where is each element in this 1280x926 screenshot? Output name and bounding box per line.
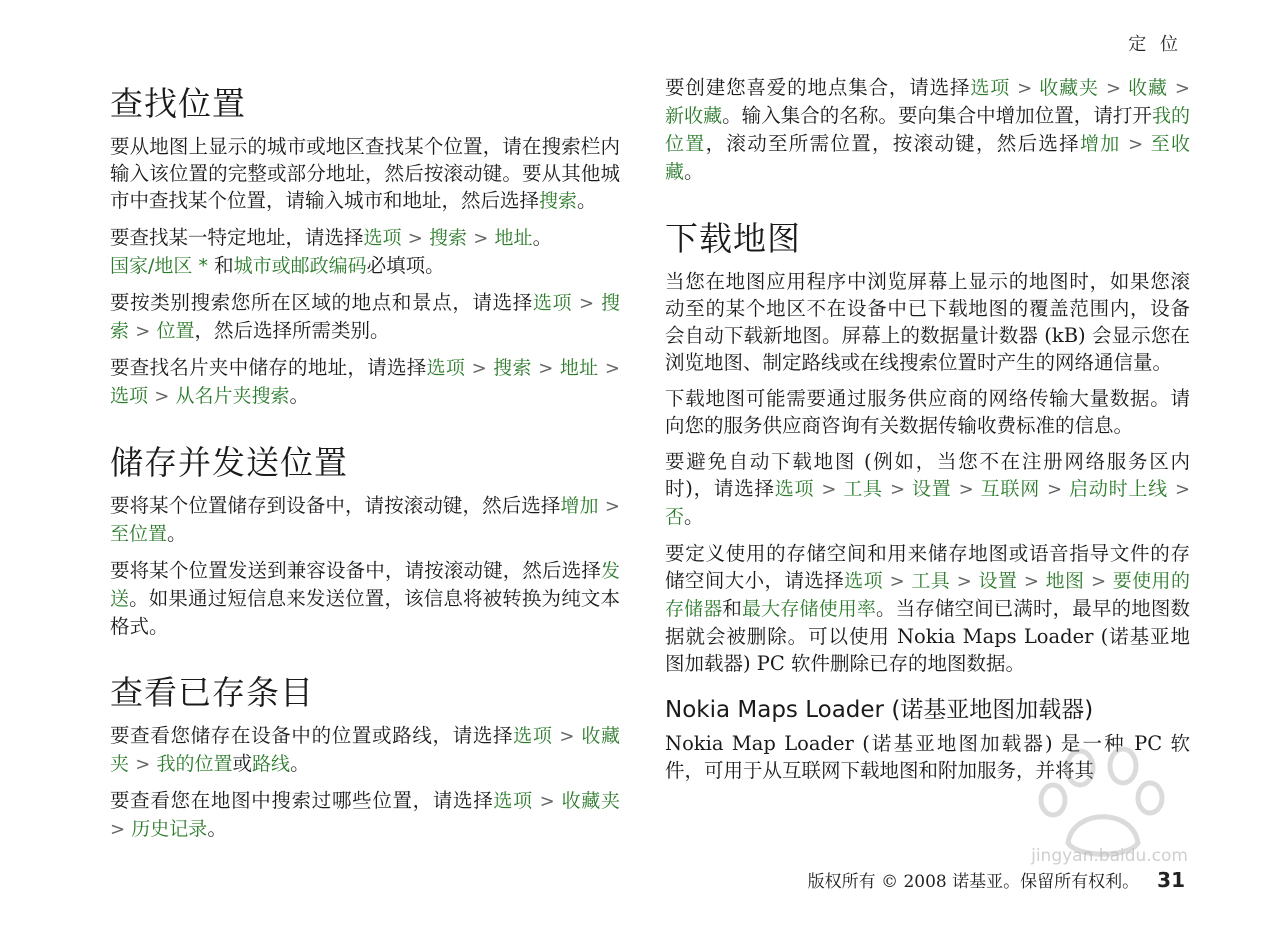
paragraph-find-3: 要按类别搜索您所在区域的地点和景点，请选择选项 > 搜索 > 位置，然后选择所需类别。 <box>110 291 620 342</box>
menu-item-search: 搜索 <box>539 190 578 212</box>
paragraph-save-1: 要将某个位置储存到设备中，请按滚动键，然后选择增加 > 至位置。 <box>110 494 620 545</box>
paragraph-view-1: 要查看您储存在设备中的位置或路线，请选择选项 > 收藏夹 > 我的位置或路线。 <box>110 724 620 775</box>
menu-item-options: 选项 <box>532 292 573 314</box>
paragraph-download-3: 要避免自动下载地图 (例如，当您不在注册网络服务区内时)，请选择选项 > 工具 > 设置 > 互联网 > 启动时上线 > 否。 <box>665 450 1191 528</box>
menu-item-favourites: 收藏夹 <box>1039 77 1099 99</box>
menu-item-options: 选项 <box>844 570 883 592</box>
menu-item-options: 选项 <box>970 77 1011 99</box>
paragraph-find-1: 要从地图上显示的城市或地区查找某个位置，请在搜索栏内输入该位置的完整或部分地址，然后按滚动键。要从其他城市中查找某个位置，请输入城市和地址，然后选择搜索。 <box>110 135 620 212</box>
section-title-save: 储存并发送位置 <box>110 443 348 482</box>
menu-item-search: 搜索 <box>493 357 532 379</box>
page-footer <box>808 867 1185 892</box>
menu-item-options: 选项 <box>110 385 149 407</box>
menu-item-settings: 设置 <box>978 570 1018 592</box>
copyright-notice: 版权所有 © 2008 诺基亚。保留所有权利。 <box>807 872 1140 892</box>
menu-item-options: 选项 <box>363 227 402 249</box>
menu-item-tools: 工具 <box>843 478 883 500</box>
field-city-postcode: 城市或邮政编码 <box>233 255 367 277</box>
menu-item-history: 历史记录 <box>131 818 208 840</box>
paragraph-view-2: 要查看您在地图中搜索过哪些位置，请选择选项 > 收藏夹 > 历史记录。 <box>110 789 620 840</box>
right-column <box>665 74 1190 793</box>
field-country-region: 国家/地区 * <box>110 255 208 277</box>
menu-item-go-online-at-start: 启动时上线 <box>1069 478 1168 500</box>
menu-item-routes: 路线 <box>252 753 291 775</box>
page-header-label: 定 位 <box>1128 34 1182 55</box>
left-column <box>110 72 620 852</box>
paragraph-download-2: 下载地图可能需要通过服务供应商的网络传输大量数据。请向您的服务供应商咨询有关数据传输收费标准的信息。 <box>665 387 1190 437</box>
watermark-text: jingyan.baidu.com <box>1031 846 1188 866</box>
menu-item-settings: 设置 <box>912 478 952 500</box>
paragraph-save-2: 要将某个位置发送到兼容设备中，请按滚动键，然后选择发送。如果通过短信息来发送位置，该信息将被转换为纯文本格式。 <box>110 559 620 638</box>
menu-item-my-places: 我的位置 <box>156 753 233 775</box>
menu-item-collections: 收藏 <box>1128 77 1168 99</box>
menu-item-max-memory-usage: 最大存储使用率 <box>742 598 876 620</box>
menu-item-address: 地址 <box>494 227 533 249</box>
menu-item-places: 位置 <box>156 320 195 342</box>
menu-item-internet: 互联网 <box>980 478 1040 500</box>
menu-item-search-contacts: 从名片夹搜索 <box>175 385 290 407</box>
paragraph-download-1: 当您在地图应用程序中浏览屏幕上显示的地图时，如果您滚动至的某个地区不在设备中已下载地图的覆盖范围内，设备会自动下载新地图。屏幕上的数据量计数器 (kB) 会显示您在浏览地图、制定路线或在线搜索位置时产生的网络通信量。 <box>665 270 1190 374</box>
section-title-download: 下载地图 <box>665 219 801 258</box>
menu-item-to-collection: 至收藏 <box>665 133 1190 183</box>
paragraph-find-4: 要查找名片夹中储存的地址，请选择选项 > 搜索 > 地址 > 选项 > 从名片夹搜索。 <box>110 356 620 407</box>
paragraph-loader-1: Nokia Map Loader (诺基亚地图加载器) 是一种 PC 软件，可用于从互联网下载地图和附加服务，并将其 <box>665 732 1190 782</box>
menu-item-favourites: 收藏夹 <box>110 725 620 775</box>
menu-item-search: 搜索 <box>110 292 620 342</box>
subsection-title-loader: Nokia Maps Loader (诺基亚地图加载器) <box>665 697 1094 723</box>
menu-item-options: 选项 <box>774 478 815 500</box>
page-number: 31 <box>1157 868 1185 892</box>
menu-item-map: 地图 <box>1045 570 1085 592</box>
menu-item-no: 否 <box>665 506 685 528</box>
menu-item-add: 增加 <box>560 495 599 517</box>
paragraph-find-2: 要查找某一特定地址，请选择选项 > 搜索 > 地址。 国家/地区 * 和城市或邮政编码必填项。 <box>110 226 553 277</box>
section-title-find: 查找位置 <box>110 84 246 123</box>
menu-item-send: 发送 <box>110 560 620 610</box>
paragraph-collect-1: 要创建您喜爱的地点集合，请选择选项 > 收藏夹 > 收藏 > 新收藏。输入集合的名称。要向集合中增加位置，请打开我的位置，滚动至所需位置，按滚动键，然后选择增加 > 至收藏。 <box>665 76 1190 183</box>
menu-item-address: 地址 <box>559 357 599 379</box>
menu-item-new-collection: 新收藏 <box>665 105 723 127</box>
menu-item-memory-in-use: 要使用的存储器 <box>665 570 1190 620</box>
menu-item-favourites: 收藏夹 <box>561 790 620 812</box>
menu-item-options: 选项 <box>493 790 533 812</box>
menu-item-search: 搜索 <box>429 227 468 249</box>
menu-item-options: 选项 <box>426 357 466 379</box>
menu-item-to-places: 至位置 <box>110 523 168 545</box>
section-title-view: 查看已存条目 <box>110 673 314 712</box>
menu-item-my-places: 我的位置 <box>665 105 1190 155</box>
paragraph-download-4: 要定义使用的存储空间和用来储存地图或语音指导文件的存储空间大小，请选择选项 > 工具 > 设置 > 地图 > 要使用的存储器和最大存储使用率。当存储空间已满时，最早的地图数据就会被删除。可以使用 Nokia Maps Loader (诺基亚地图加载器) PC 软件删除已存的地图数据。 <box>665 542 1190 675</box>
menu-item-options: 选项 <box>513 725 553 747</box>
menu-item-add: 增加 <box>1079 133 1121 155</box>
menu-item-tools: 工具 <box>911 570 951 592</box>
